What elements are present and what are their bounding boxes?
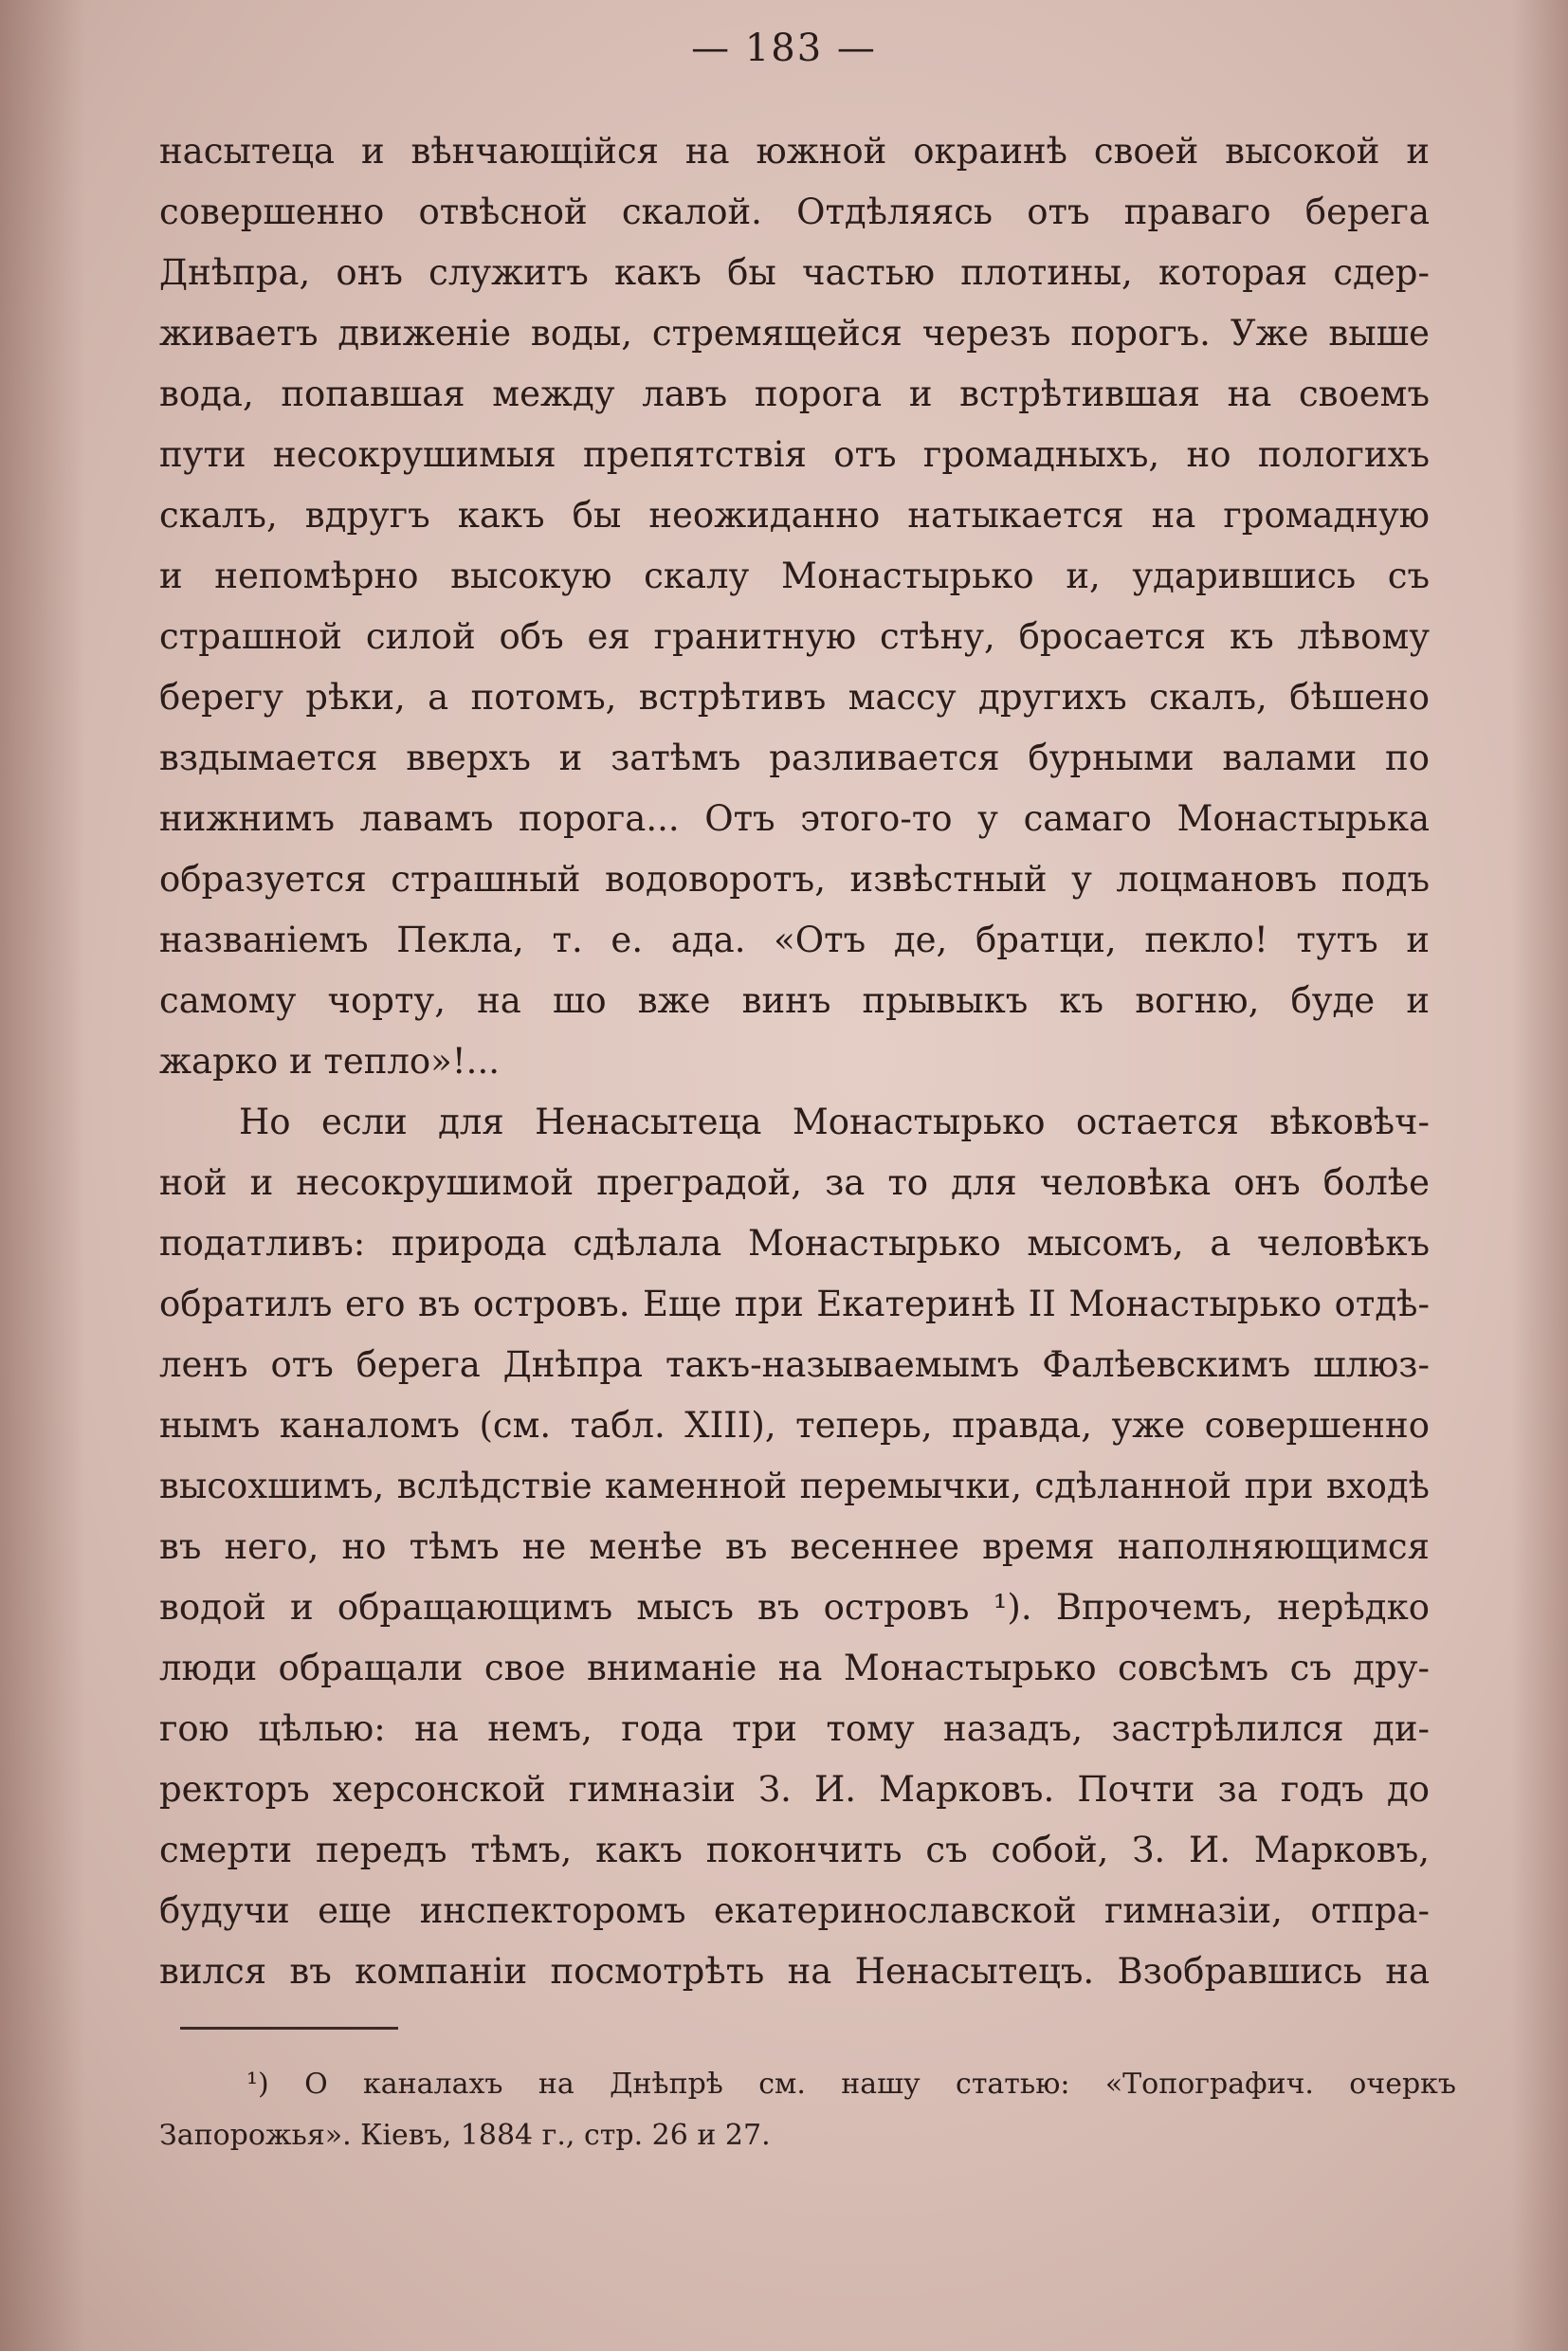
paragraph-start-line: Но если для Ненасытеца Монастырько остается вѣковѣч- xyxy=(239,1102,1430,1142)
text-line: водой и обращающимъ мысъ въ островъ ¹). Впрочемъ, нерѣдко xyxy=(159,1587,1430,1628)
text-line: Днѣпра, онъ служитъ какъ бы частью плотины, которая сдер- xyxy=(159,252,1430,293)
page-number: — 183 — xyxy=(691,27,877,70)
text-line: высохшимъ, вслѣдствіе каменной перемычки, сдѣланной при входѣ xyxy=(159,1466,1430,1506)
text-line: ной и несокрушимой преградой, за то для человѣка онъ болѣе xyxy=(159,1162,1430,1203)
text-line: податливъ: природа сдѣлала Монастырько мысомъ, а человѣкъ xyxy=(159,1223,1430,1264)
text-line: вода, попавшая между лавъ порога и встрѣтившая на своемъ xyxy=(159,374,1430,414)
text-line: ленъ отъ берега Днѣпра такъ-называемымъ Фалѣевскимъ шлюз- xyxy=(159,1344,1430,1385)
paragraph-end-line: жарко и тепло»!... xyxy=(159,1041,500,1082)
footnote-divider xyxy=(180,2027,398,2030)
text-line: люди обращали свое вниманіе на Монастырько совсѣмъ съ дру- xyxy=(159,1648,1430,1688)
text-line: названіемъ Пекла, т. е. ада. «Отъ де, братци, пекло! тутъ и xyxy=(159,920,1430,960)
text-line: вился въ компаніи посмотрѣть на Ненасытецъ. Взобравшись на xyxy=(159,1951,1430,1992)
text-line: и непомѣрно высокую скалу Монастырько и, ударившись съ xyxy=(159,556,1430,596)
text-line: образуется страшный водоворотъ, извѣстный у лоцмановъ подъ xyxy=(159,859,1430,900)
text-line: обратилъ его въ островъ. Еще при Екатеринѣ II Монастырько отдѣ- xyxy=(159,1284,1430,1324)
body-text xyxy=(159,121,1430,2002)
text-line: въ него, но тѣмъ не менѣе въ весеннее время наполняющимся xyxy=(159,1526,1430,1567)
text-line: пути несокрушимыя препятствія отъ громадныхъ, но пологихъ xyxy=(159,434,1430,475)
text-line: будучи еще инспекторомъ екатеринославской гимназіи, отпра- xyxy=(159,1890,1430,1931)
text-line: нижнимъ лавамъ порога... Отъ этого-то у самаго Монастырька xyxy=(159,798,1430,839)
text-line: ректоръ херсонской гимназіи З. И. Марковъ. Почти за годъ до xyxy=(159,1769,1430,1810)
text-line: скалъ, вдругъ какъ бы неожиданно натыкается на громадную xyxy=(159,495,1430,536)
text-line: совершенно отвѣсной скалой. Отдѣляясь отъ праваго берега xyxy=(159,191,1430,232)
text-line: вздымается вверхъ и затѣмъ разливается бурными валами по xyxy=(159,738,1430,778)
text-line: гою цѣлью: на немъ, года три тому назадъ, застрѣлился ди- xyxy=(159,1708,1430,1749)
footnote-line: Запорожья». Кіевъ, 1884 г., стр. 26 и 27. xyxy=(159,2119,771,2152)
text-line: живаетъ движеніе воды, стремящейся черезъ порогъ. Уже выше xyxy=(159,313,1430,354)
text-line: нымъ каналомъ (см. табл. XIII), теперь, правда, уже совершенно xyxy=(159,1405,1430,1446)
text-line: страшной силой объ ея гранитную стѣну, бросается къ лѣвому xyxy=(159,616,1430,657)
text-line: насытеца и вѣнчающійся на южной окраинѣ своей высокой и xyxy=(159,131,1430,172)
text-line: самому чорту, на шо вже винъ прывыкъ къ вогню, буде и xyxy=(159,980,1430,1021)
text-line: берегу рѣки, а потомъ, встрѣтивъ массу другихъ скалъ, бѣшено xyxy=(159,677,1430,718)
footnote xyxy=(159,2059,1456,2161)
text-line: смерти передъ тѣмъ, какъ покончить съ собой, З. И. Марковъ, xyxy=(159,1830,1430,1870)
footnote-line: ¹) О каналахъ на Днѣпрѣ см. нашу статью: «Топографич. очеркъ xyxy=(246,2068,1456,2101)
